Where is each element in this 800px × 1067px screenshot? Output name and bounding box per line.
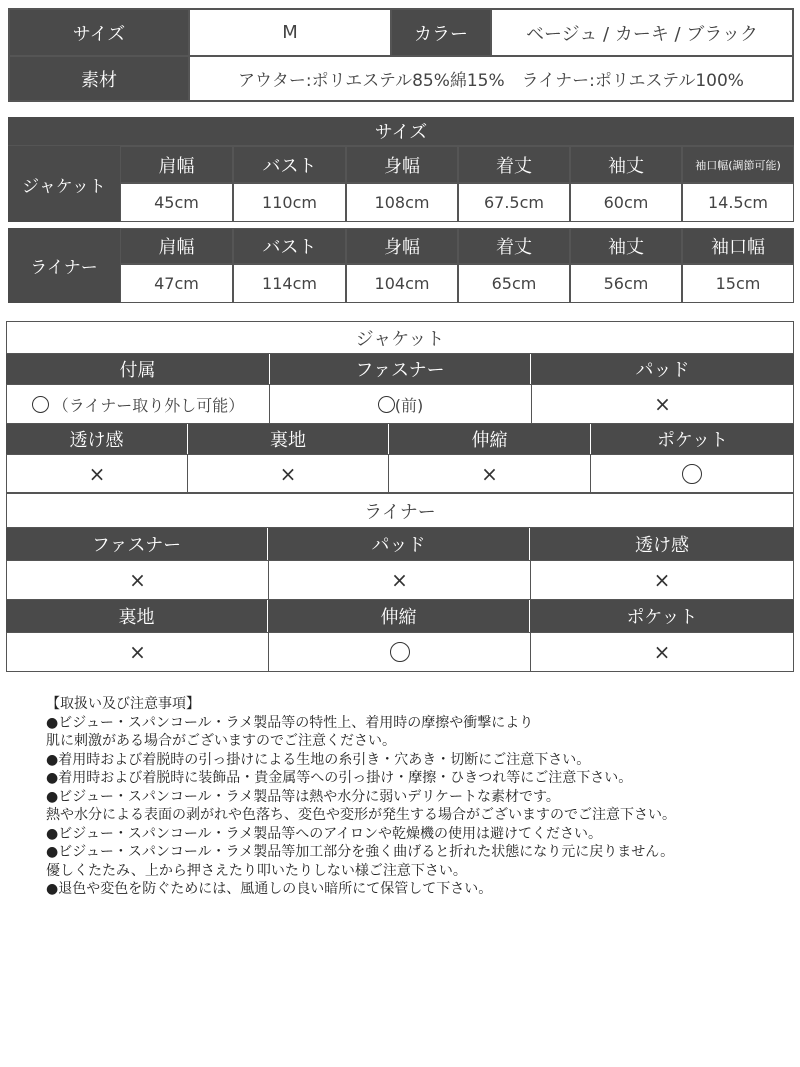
feature-header-lining: 裏地 [188, 424, 388, 454]
jacket-header-bust: バスト [234, 147, 345, 182]
jacket-header-shoulder: 肩幅 [121, 147, 232, 182]
feature-header-stretch: 伸縮 [389, 424, 590, 454]
care-note-line: 肌に刺激がある場合がございますのでご注意ください。 [46, 733, 396, 749]
feature-header-sheer: 透け感 [6, 424, 187, 454]
feature-value-accessory-text: （ライナー取り外し可能） [52, 395, 245, 415]
liner-feature-header-lining: 裏地 [6, 600, 267, 632]
care-note-line: ●着用時および着脱時の引っ掛けによる生地の糸引き・穴あき・切断にご注意下さい。 [46, 751, 591, 768]
jacket-row-label: ジャケット [8, 146, 120, 222]
care-notes-heading: 【取扱い及び注意事項】 [46, 696, 200, 712]
care-note-line: 熱や水分による表面の剥がれや色落ち、変色や変形が発生する場合がございますのでご注意下さい。 [46, 807, 676, 823]
size-table-title: サイズ [8, 117, 794, 145]
liner-value-length: 65cm [459, 265, 569, 302]
jacket-value-sleeve: 60cm [571, 184, 681, 221]
liner-header-width: 身幅 [347, 229, 457, 263]
liner-feature-header-pad: パッド [268, 528, 529, 560]
liner-feature-header-stretch: 伸縮 [268, 600, 529, 632]
jacket-header-length: 着丈 [459, 147, 569, 182]
jacket-header-cuff: 袖口幅(調節可能) [683, 147, 793, 182]
feature-header-accessory: 付属 [6, 354, 269, 384]
jacket-header-sleeve: 袖丈 [571, 147, 681, 182]
liner-feature-header-zipper: ファスナー [6, 528, 267, 560]
liner-header-cuff: 袖口幅 [683, 229, 793, 263]
liner-value-shoulder: 47cm [121, 265, 232, 302]
care-note-line: ●ビジュー・スパンコール・ラメ製品等加工部分を強く曲げると折れた状態になり元に戻りません。 [46, 844, 675, 860]
circle-mark-icon [378, 396, 395, 413]
care-note-line: ●ビジュー・スパンコール・ラメ製品等へのアイロンや乾燥機の使用は避けてください。 [46, 825, 602, 842]
liner-feature-header-sheer: 透け感 [530, 528, 794, 560]
jacket-features-title: ジャケット [6, 321, 794, 354]
color-label: カラー [392, 10, 490, 55]
liner-header-bust: バスト [234, 229, 345, 263]
liner-value-width: 104cm [347, 265, 457, 302]
care-note-line: ●退色や変色を防ぐためには、風通しの良い暗所にて保管して下さい。 [46, 881, 493, 897]
care-notes [46, 695, 786, 899]
liner-header-sleeve: 袖丈 [571, 229, 681, 263]
care-note-line: 優しくたたみ、上から押さえたり叩いたりしない様ご注意下さい。 [46, 862, 467, 879]
feature-header-zipper: ファスナー [270, 354, 530, 384]
feature-value-pocket [590, 454, 794, 493]
feature-value-stretch: × [388, 454, 591, 493]
liner-value-cuff: 15cm [683, 265, 793, 302]
liner-feature-header-pocket: ポケット [530, 600, 794, 632]
material-value: アウター:ポリエステル85%綿15% ライナー:ポリエステル100% [190, 57, 792, 100]
liner-value-bust: 114cm [234, 265, 345, 302]
liner-feature-value-zipper: × [6, 560, 269, 600]
jacket-value-length: 67.5cm [459, 184, 569, 221]
feature-value-lining: × [187, 454, 389, 493]
jacket-value-width: 108cm [347, 184, 457, 221]
size-label: サイズ [10, 10, 188, 55]
jacket-value-cuff: 14.5cm [683, 184, 793, 221]
jacket-value-bust: 110cm [234, 184, 345, 221]
care-note-line: ●ビジュー・スパンコール・ラメ製品等の特性上、着用時の摩擦や衝撃により [46, 714, 534, 731]
circle-mark-icon [390, 642, 410, 662]
jacket-header-width: 身幅 [347, 147, 457, 182]
liner-feature-value-lining: × [6, 632, 269, 672]
liner-header-shoulder: 肩幅 [121, 229, 232, 263]
size-table-spacer [8, 222, 794, 228]
color-value: ベージュ / カーキ / ブラック [492, 10, 792, 55]
feature-header-pad: パッド [531, 354, 794, 384]
jacket-value-shoulder: 45cm [121, 184, 232, 221]
feature-header-pocket: ポケット [591, 424, 794, 454]
liner-feature-value-pocket: × [530, 632, 794, 672]
liner-feature-value-pad: × [268, 560, 531, 600]
feature-value-zipper-text: (前) [394, 395, 424, 415]
size-value: M [190, 10, 390, 55]
care-note-line: ●着用時および着脱時に装飾品・貴金属等への引っ掛け・摩擦・ひきつれ等にご注意下さい。 [46, 770, 633, 786]
feature-value-zipper [269, 384, 532, 424]
care-note-line: ●ビジュー・スパンコール・ラメ製品等は熱や水分に弱いデリケートな素材です。 [46, 788, 560, 805]
circle-mark-icon [682, 464, 702, 484]
feature-value-sheer: × [6, 454, 188, 493]
liner-header-length: 着丈 [459, 229, 569, 263]
circle-mark-icon [32, 396, 49, 413]
liner-row-label: ライナー [8, 228, 120, 303]
liner-features-title: ライナー [6, 493, 794, 528]
liner-feature-value-sheer: × [530, 560, 794, 600]
feature-value-accessory [6, 384, 270, 424]
material-label: 素材 [10, 57, 188, 100]
feature-value-pad: × [531, 384, 794, 424]
liner-value-sleeve: 56cm [571, 265, 681, 302]
liner-feature-value-stretch [268, 632, 531, 672]
